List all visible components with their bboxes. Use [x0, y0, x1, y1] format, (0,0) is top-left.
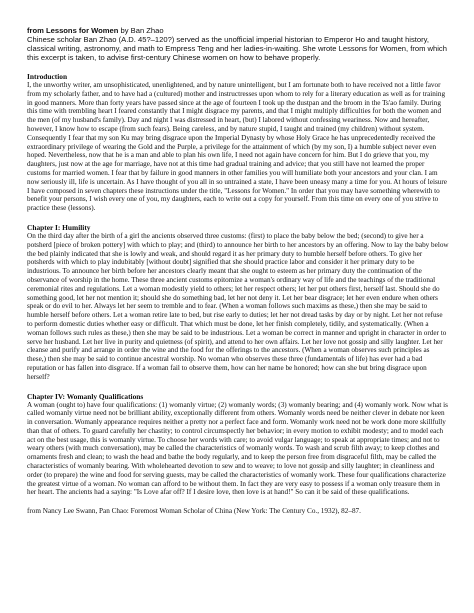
document-header [27, 26, 449, 35]
document-page [27, 26, 449, 516]
source-citation: from Nancy Lee Swann, Pan Chao: Foremost Woman Scholar of China (New York: The Century Co., 1932), 82–87. [27, 507, 361, 516]
section-text-introduction: I, the unworthy writer, am unsophisticated, unenlightened, and by nature unintelligent, but I am fortunate both to have received not a little favor from my scholarly father, and to have had a (cultured) mother and instructresses upon whom to rely for a literary education as well as for training in good manners. More than forty years have passed since at the age of fourteen I took up the dustpan and the broom in the Ts'ao family. During this time with trembling heart I feared constantly that I might disgrace my parents, and that I might multiply difficulties for both the women and the men (of my husband's family). Day and night I was distressed in heart, (but) I labored without confessing weariness. Now and hereafter, however, I know how to escape (from such fears). Being careless, and by nature stupid, I taught and trained (my children) without system. Consequently I fear that my son Ku may bring disgrace upon the Imperial Dynasty by whose Holy Grace he has unprecedentedly received the extraordinary privilege of wearing the Gold and the Purple, a privilege for the attainment of which (by my son, I) a humble subject never even hoped. Nevertheless, now that he is a man and able to plan his own life, I need not again have concern for him. But I do grieve that you, my daughters, just now at the age for marriage, have not at this time had gradual training and advice; that you still have not learned the proper customs for married women. I fear that by failure in good manners in other families you will humiliate both your ancestors and your clan. I am now seriously ill, life is uncertain. As I have thought of you all in so untrained a state, I have been uneasy many a time for you. At hours of leisure I have composed in seven chapters these instructions under the title, "Lessons for Women." In order that you may have something wherewith to benefit your persons, I wish every one of you, my daughters, each to write out a copy for yourself. From this time on every one of you strive to practice these (lessons). [27, 81, 447, 213]
author-introduction: Chinese scholar Ban Zhao (A.D. 45?–120?) served as the unofficial imperial historian to Emperor Ho and taught history, classical writing, astronomy, and math to Empress Teng and her ladies-in-waiting. She wrote Lessons for Women, from which this excerpt is taken, to advise first-century Chinese women on how to behave properly. [27, 35, 447, 62]
section-heading-introduction: Introduction [27, 72, 68, 81]
section-text-womanly-qualifications: A woman (ought to) have four qualifications: (1) womanly virtue; (2) womanly words; (3) womanly bearing; and (4) womanly work. Now what is called womanly virtue need not be brilliant ability, exceptionally different from others. Womanly words need be neither clever in debate nor keen in conversation. Womanly appearance requires neither a pretty nor a perfect face and form. Womanly work need not be work done more skillfully than that of others. To guard carefully her chastity; to control circumspectly her behavior; in every motion to exhibit modesty; and to model each act on the best usage, this is womanly virtue. To choose her words with care; to avoid vulgar language; to speak at appropriate times; and not to weary others (with much conversation), may be called the characteristics of womanly words. To wash and scrub filth away; to keep clothes and ornaments fresh and clean; to wash the head and bathe the body regularly, and to keep the person free from disgraceful filth, may be called the characteristics of womanly bearing. With wholehearted devotion to sew and to weave; to love not gossip and silly laughter; in cleanliness and order (to prepare) the wine and food for serving guests, may be called the characteristics of womanly work. These four qualifications characterize the greatest virtue of a woman. No woman can afford to be without them. In fact they are very easy to possess if a woman only treasure them in her heart. The ancients had a saying: "Is Love afar off? If I desire love, then love is at hand!" So can it be said of these qualifications. [27, 400, 448, 497]
document-title: from Lessons for Women [27, 26, 119, 35]
section-heading-womanly-qualifications: Chapter IV: Womanly Qualifications [27, 391, 144, 401]
document-author: by Ban Zhao [118, 26, 164, 35]
section-text-humility: On the third day after the birth of a girl the ancients observed three customs: (first) to place the baby below the bed; (second) to give her a potsherd [piece of broken pottery] with which to play; and (third) to announce her birth to her ancestors by an offering. Now to lay the baby below the bed plainly indicated that she is lowly and weak, and should regard it as her primary duty to humble herself before others. To give her potsherds with which to play indubitably [without doubt] signified that she should practice labor and consider it her primary duty to be industrious. To announce her birth before her ancestors clearly meant that she ought to esteem as her primary duty the continuation of the observance of worship in the home. These three ancient customs epitomize a woman's ordinary way of life and the teachings of the traditional ceremonial rites and regulations. Let a woman modestly yield to others; let her respect others; let her put others first, herself last. Should she do something good, let her not mention it; should she do something bad, let her not deny it. Let her bear disgrace; let her even endure when others speak or do evil to her. Always let her seem to tremble and to fear. (When a woman follows such maxims as these,) then she may be said to humble herself before others. Let a woman retire late to bed, but rise early to duties; let her not dread tasks by day or by night. Let her not refuse to perform domestic duties whether easy or difficult. That which must be done, let her finish completely, tidily, and systematically. (When a woman follows such rules as these,) then she may be said to be industrious. Let a woman be correct in manner and upright in character in order to serve her husband. Let her live in purity and quietness (of spirit), and attend to her own affairs. Let her love not gossip and silly laughter. Let her cleanse and purify and arrange in order the wine and the food for the offerings to the ancestors. (When a woman observes such principles as these,) then she may be said to continue ancestral worship. No woman who observes these three (fundamentals of life) has ever had a bad reputation or has fallen into disgrace. If a woman fail to observe them, how can her name be honored; how can she but bring disgrace upon herself? [27, 231, 449, 381]
section-heading-humility: Chapter I: Humility [27, 222, 91, 232]
